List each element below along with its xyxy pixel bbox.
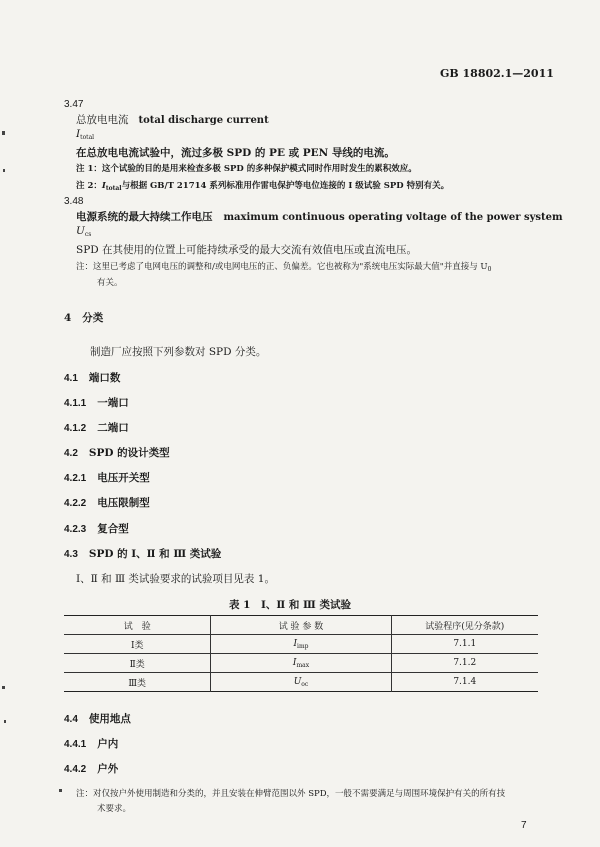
clause-3-47-definition: 在总放电电流试验中，流过多极 SPD 的 PE 或 PEN 导线的电流。 bbox=[76, 147, 395, 159]
cell-procedure: 7.1.4 bbox=[391, 673, 538, 692]
cell-procedure: 7.1.2 bbox=[391, 654, 538, 673]
clause-3-48-note: 注：这里已考虑了电网电压的调整和/或电网电压的正、负偏差。它也被称为"系统电压实际最大值"并直接与 $U_0$ bbox=[76, 262, 492, 273]
section-4-heading: 4 分类 bbox=[64, 312, 104, 324]
scan-mark bbox=[2, 131, 5, 135]
term-en: maximum continuous operating voltage of the power system bbox=[223, 212, 563, 223]
clause-3-47-term bbox=[76, 112, 269, 127]
clause-4-1-1: 4.1.1 一端口 bbox=[64, 397, 129, 409]
clause-3-47-symbol: $I_{total}$ bbox=[76, 128, 95, 141]
clause-3-48-term bbox=[76, 209, 563, 224]
table-row bbox=[64, 673, 538, 692]
clause-3-47-note-1: 注 1：这个试验的目的是用来检查多极 SPD 的多种保护模式同时作用时发生的累积效应。 bbox=[76, 164, 417, 174]
scan-mark bbox=[59, 789, 62, 792]
clause-4-2-1: 4.2.1 电压开关型 bbox=[64, 472, 150, 484]
cell-test: Ⅰ类 bbox=[64, 635, 211, 654]
header-param: 试 验 参 数 bbox=[211, 616, 391, 635]
clause-3-48-symbol: $U_{cs}$ bbox=[76, 225, 92, 238]
table-1 bbox=[64, 615, 538, 692]
clause-3-47-number: 3.47 bbox=[64, 99, 84, 110]
table-header-row bbox=[64, 616, 538, 635]
header-test: 试 验 bbox=[64, 616, 211, 635]
table-1-caption: 表 1 Ⅰ、Ⅱ 和 Ⅲ 类试验 bbox=[229, 599, 351, 611]
scan-mark bbox=[2, 686, 5, 689]
clause-4-3-text: Ⅰ、Ⅱ 和 Ⅲ 类试验要求的试验项目见表 1。 bbox=[76, 573, 275, 585]
clause-4-2-2: 4.2.2 电压限制型 bbox=[64, 497, 150, 509]
scan-mark bbox=[3, 169, 5, 172]
cell-param: $I_{imp}$ bbox=[211, 635, 391, 654]
final-note: 注：对仅按户外使用制造和分类的，并且安装在伸臂范围以外 SPD，一般不需要满足与周围环境保护有关的所有技 bbox=[76, 789, 506, 799]
table-row bbox=[64, 635, 538, 654]
clause-4-1-2: 4.1.2 二端口 bbox=[64, 422, 129, 434]
clause-3-48-note-cont: 有关。 bbox=[97, 278, 123, 288]
cell-param: $I_{max}$ bbox=[211, 654, 391, 673]
term-cn: 电源系统的最大持续工作电压 bbox=[76, 211, 213, 223]
cell-param: $U_{oc}$ bbox=[211, 673, 391, 692]
clause-4-3: 4.3 SPD 的 Ⅰ、Ⅱ 和 Ⅲ 类试验 bbox=[64, 548, 222, 560]
clause-4-1: 4.1 端口数 bbox=[64, 372, 121, 384]
clause-4-2: 4.2 SPD 的设计类型 bbox=[64, 447, 170, 459]
standard-number: GB 18802.1—2011 bbox=[440, 67, 554, 80]
clause-3-48-number: 3.48 bbox=[64, 196, 84, 207]
final-note-cont: 术要求。 bbox=[97, 804, 132, 814]
scan-mark bbox=[4, 720, 6, 723]
clause-4-2-3: 4.2.3 复合型 bbox=[64, 523, 129, 535]
cell-procedure: 7.1.1 bbox=[391, 635, 538, 654]
section-4-intro: 制造厂应按照下列参数对 SPD 分类。 bbox=[90, 346, 267, 358]
clause-4-4: 4.4 使用地点 bbox=[64, 713, 131, 725]
term-cn: 总放电电流 bbox=[76, 114, 129, 126]
page-number: 7 bbox=[521, 820, 527, 831]
cell-test: Ⅲ类 bbox=[64, 673, 211, 692]
term-en: total discharge current bbox=[138, 115, 269, 126]
clause-4-4-1: 4.4.1 户内 bbox=[64, 738, 119, 750]
header-procedure: 试验程序(见分条款) bbox=[391, 616, 538, 635]
clause-3-48-definition: SPD 在其使用的位置上可能持续承受的最大交流有效值电压或直流电压。 bbox=[76, 244, 418, 256]
table-row bbox=[64, 654, 538, 673]
cell-test: Ⅱ类 bbox=[64, 654, 211, 673]
clause-3-47-note-2: 注 2：$I_{total}$与根据 GB/T 21714 系列标准用作雷电保护等电位连接的 Ⅰ 级试验 SPD 特别有关。 bbox=[76, 181, 450, 192]
clause-4-4-2: 4.4.2 户外 bbox=[64, 763, 119, 775]
